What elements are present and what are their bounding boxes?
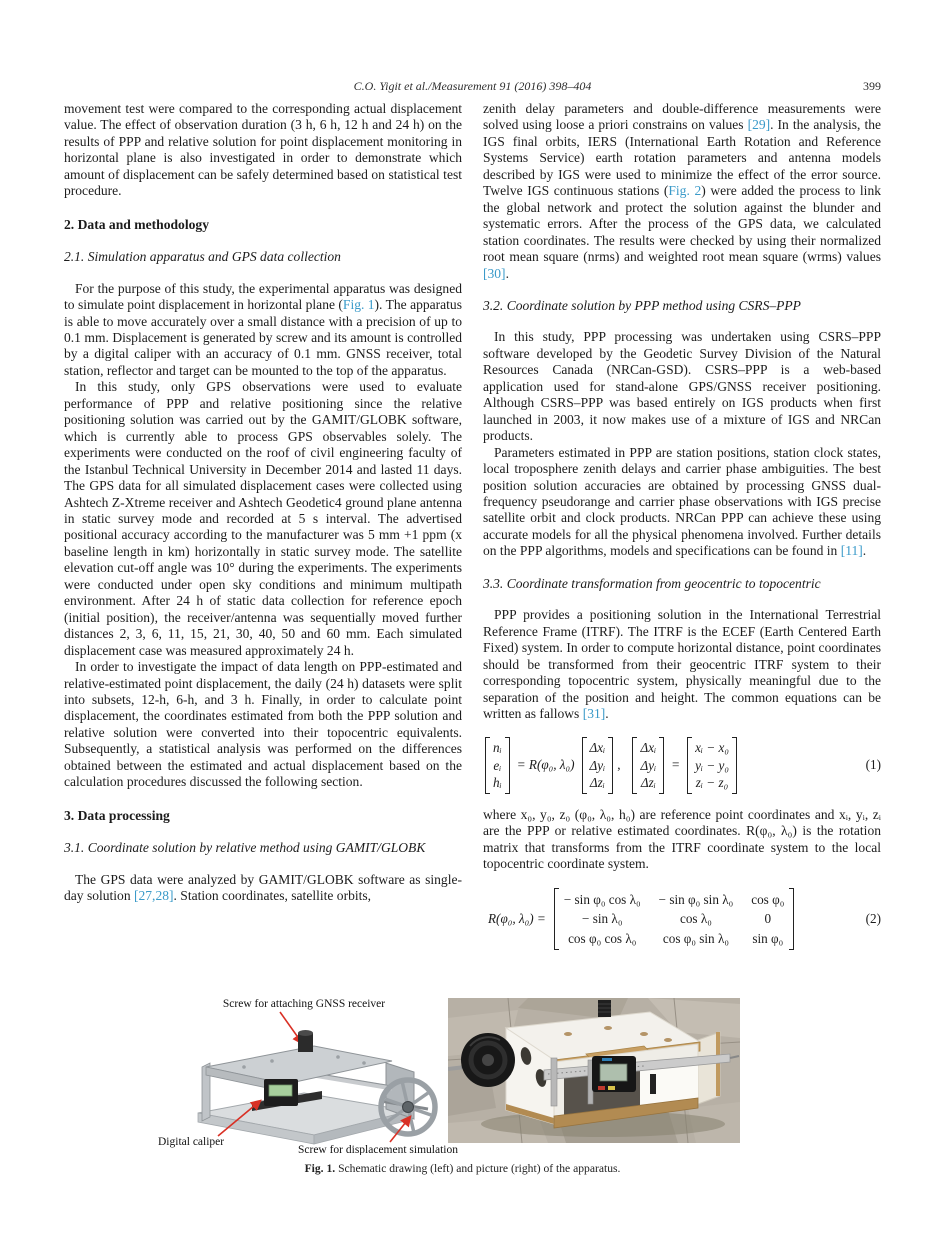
text-run: ) were added the process to link the global network and protect the solution against the blunder and systematic errors. After the process of the GPS data, we calculated station coordinates. The results were checked by using their normalized root mean square (nrms) and weighted root mean square (wrms) values xyxy=(483,183,881,265)
paragraph-ppp-parameters xyxy=(483,445,881,560)
matrix-cell: cos φ₀ cos λ₀ xyxy=(568,930,637,946)
figure-1 xyxy=(64,995,881,1160)
subsection-heading-3-1: 3.1. Coordinate solution by relative method using GAMIT/GLOBK xyxy=(64,840,426,856)
figure-caption xyxy=(0,1162,925,1175)
caliper-display xyxy=(592,1056,636,1092)
text-run: PPP provides a positioning solution in the International Terrestrial Reference Frame (ITRF). The ITRF is the ECEF (Earth Centered Earth Fixed) system. In order to compute horizontal distance, point coordinates should be transformed from their geocentric ITRF system to their corresponding topocentric system, physically meaningful due to the separation of the position and height. The common equations can be written as fallows xyxy=(483,607,881,721)
matrix-neh xyxy=(485,737,510,794)
matrix-cell: sin φ₀ xyxy=(752,930,784,946)
paragraph-gps-observations xyxy=(64,379,462,659)
citation-link[interactable]: [29] xyxy=(747,117,771,133)
equation-number-1: (1) xyxy=(865,757,881,773)
text-run: where x₀, y₀, z₀ (φ₀, λ₀, h₀) are reference point coordinates and xᵢ, yᵢ, zᵢ are the PPP or relative estimated coordinates. R(φ₀, λ₀) is the rotation matrix that transforms from the ITRF coordinate system to the local topocentric coordinate system. xyxy=(483,806,881,872)
matrix-cell: xᵢ − x₀ xyxy=(695,740,729,756)
page-header xyxy=(64,79,881,95)
matrix-cell: Δxᵢ xyxy=(640,740,657,756)
equation-2 xyxy=(483,888,881,951)
matrix-xyz-diff xyxy=(687,737,737,794)
paragraph-zenith xyxy=(483,101,881,282)
equals-sign: = xyxy=(671,757,681,773)
rotation-operator: = R(φ₀, λ₀) xyxy=(516,757,575,773)
matrix-cell: − sin φ₀ cos λ₀ xyxy=(563,891,641,907)
schematic-apparatus xyxy=(198,1030,435,1144)
matrix-cell: Δzᵢ xyxy=(640,775,656,791)
text-run: . xyxy=(505,265,509,281)
matrix-cell: hᵢ xyxy=(493,775,502,791)
citation-link[interactable]: Fig. 1 xyxy=(342,297,375,313)
running-title: C.O. Yigit et al./Measurement 91 (2016) 398–404 xyxy=(353,79,592,93)
paragraph-gamit xyxy=(64,872,462,905)
figure-caption-label: Fig. 1. xyxy=(304,1162,336,1175)
matrix-cell: cos φ₀ sin λ₀ xyxy=(662,930,729,946)
section-heading-2: 2. Data and methodology xyxy=(64,216,210,232)
matrix-delta-xyz-2 xyxy=(632,737,664,794)
text-run: . xyxy=(605,705,609,721)
citation-link[interactable]: [27,28] xyxy=(134,888,174,904)
matrix-cell: eᵢ xyxy=(493,757,502,773)
paragraph-where xyxy=(483,807,881,873)
subsection-heading-3-3: 3.3. Coordinate transformation from geocentric to topocentric xyxy=(483,575,821,591)
text-run: In this study, PPP processing was undertaken using CSRS–PPP software developed by the Geodetic Survey Division of the Natural Resources Canada (NRCan-GSD). CSRS–PPP is a web-based application used for stand-alone GPS/GNSS receiver positioning. Although CSRS–PPP was based entirely on IGS products when first launched in 2003, it now makes use of a mixture of IGS and NRCan products. xyxy=(483,329,881,444)
equation-1 xyxy=(483,737,881,794)
section-heading-3: 3. Data processing xyxy=(64,807,170,823)
matrix-cell: − sin φ₀ sin λ₀ xyxy=(658,891,734,907)
text-run: The GPS data were analyzed by GAMIT/GLOBK software as single-day solution xyxy=(64,871,462,904)
citation-link[interactable]: Fig. 2 xyxy=(668,183,702,199)
text-run: In this study, only GPS observations were used to evaluate performance of PPP and relative positioning since the relative positioning solution was carried out by the GAMIT/GLOBK software, which is currently able to process GPS observables solely. The experiments were conducted on the roof of civil engineering faculty of the Istanbul Technical University in December 2014 and lasted 11 days. The GPS data for all simulated displacement cases were collected using Ashtech Z-Xtreme receiver and Ashtech Geodetic4 ground plane antenna in static survey mode and recorded at 5 s interval. The advertised positional accuracy according to the manufacturer was 5 mm +1 ppm (x baseline length in km) horizontally in static survey mode. The satellite elevation cut-off angle was 10° during the experiments. The experiments were conducted under open sky conditions and minimum multipath environment. After 24 h of static data collection for reference epoch (initial position), the receiver/antenna was sequentially moved further distances 2, 3, 6, 11, 15, 21, 30, 40, 50 and 60 mm. Each simulated displacement case was measured approximately 24 h. xyxy=(64,379,462,658)
paragraph-data-length xyxy=(64,659,462,791)
text-run: Parameters estimated in PPP are station positions, station clock states, local troposphere zenith delays and carrier phase ambiguities. The best position solution accuracies are obtained by processing GNSS dual-frequency pseudorange and carrier phase observations with IGS precise satellite orbit and clock products. NRCan PPP can achieve these using accurate models for all the physical phenomena involved. Further details on the PPP algorithms, models and specifications can be found in xyxy=(483,444,881,559)
subsection-heading-2-1: 2.1. Simulation apparatus and GPS data collection xyxy=(64,249,341,265)
subsection-heading-3-2: 3.2. Coordinate solution by PPP method using CSRS–PPP xyxy=(483,297,801,313)
label-screw-displacement: Screw for displacement simulation xyxy=(297,1144,459,1155)
text-run: ). The apparatus is able to move accurately over a small distance with a precision of up to 0.1 mm. Displacement is generated by screw and its amount is controlled by a digital caliper with an accuracy of 0.1 mm. GNSS receiver, total station, reflector and target can be mounted to the top of the apparatus. xyxy=(64,297,462,378)
matrix-cell: Δzᵢ xyxy=(589,775,605,791)
matrix-cell: zᵢ − z₀ xyxy=(695,775,729,791)
paragraph-apparatus xyxy=(64,281,462,380)
equation-comma: , xyxy=(617,757,621,773)
rotation-matrix-lhs: R(φ₀, λ₀) = xyxy=(488,910,546,926)
matrix-cell: yᵢ − y₀ xyxy=(695,757,729,773)
equation-number-2: (2) xyxy=(865,910,881,926)
citation-link[interactable]: [11] xyxy=(840,543,863,559)
left-column xyxy=(64,101,462,904)
label-digital-caliper: Digital caliper xyxy=(158,1136,225,1148)
matrix-cell: 0 xyxy=(764,911,772,927)
matrix-cell: cos λ₀ xyxy=(679,911,712,927)
text-run: . xyxy=(862,543,867,559)
text-run: . In the analysis, the IGS final orbits, IERS (International Earth Rotation and Reference Systems Service) earth rotation parameters and antenna models described by IGS were used to minimize the effect of the error source. Twelve IGS continuous stations ( xyxy=(483,117,881,199)
matrix-delta-xyz xyxy=(582,737,614,794)
text-run: zenith delay parameters and double-difference measurements were solved using loose a priori constrains on values xyxy=(483,101,881,133)
paragraph-csrs-ppp xyxy=(483,329,881,444)
apparatus-photo xyxy=(448,998,740,1143)
gnss-screw-knob xyxy=(298,1030,313,1052)
text-run: In order to investigate the impact of data length on PPP-estimated and relative-estimated point displacement, the daily (24 h) datasets were split into subsets, 12-h, 6-h, and 3 h. Finally, in order to calculate point displacement, the coordinates estimated from both the PPP solution and relative solution were converted into their topocentric equivalents. Subsequently, a statistical analysis was performed on the differences obtained between the estimated and actual displacement based on the calculation procedures discussed the following section. xyxy=(64,659,462,790)
text-run: . Station coordinates, satellite orbits, xyxy=(173,888,372,904)
matrix-cell: nᵢ xyxy=(493,740,502,756)
matrix-cell: cos φ₀ xyxy=(751,891,785,907)
right-column xyxy=(483,101,881,963)
paragraph-intro-continued xyxy=(64,101,462,200)
paragraph-itrf xyxy=(483,607,881,722)
page-number: 399 xyxy=(863,79,881,93)
figure-caption-text: Schematic drawing (left) and picture (right) of the apparatus. xyxy=(335,1162,621,1175)
text-run: movement test were compared to the corresponding actual displacement value. The effect of observation duration (3 h, 6 h, 12 h and 24 h) on the results of PPP and relative solution for point displacement monitoring in horizontal plane is also investigated in order to demonstrate which amount of displacement can be safely determined based on statistical test procedure. xyxy=(64,101,462,199)
citation-link[interactable]: [30] xyxy=(483,265,506,281)
label-screw-gnss: Screw for attaching GNSS receiver xyxy=(222,998,386,1010)
text-run: For the purpose of this study, the experimental apparatus was designed to simulate point displacement in horizontal plane ( xyxy=(64,280,462,313)
matrix-cell: − sin λ₀ xyxy=(582,911,623,927)
rotation-matrix xyxy=(554,888,795,951)
matrix-cell: Δyᵢ xyxy=(640,757,657,773)
citation-link[interactable]: [31] xyxy=(582,705,606,721)
matrix-cell: Δxᵢ xyxy=(589,740,606,756)
schematic-image xyxy=(152,995,474,1155)
matrix-cell: Δyᵢ xyxy=(589,757,606,773)
